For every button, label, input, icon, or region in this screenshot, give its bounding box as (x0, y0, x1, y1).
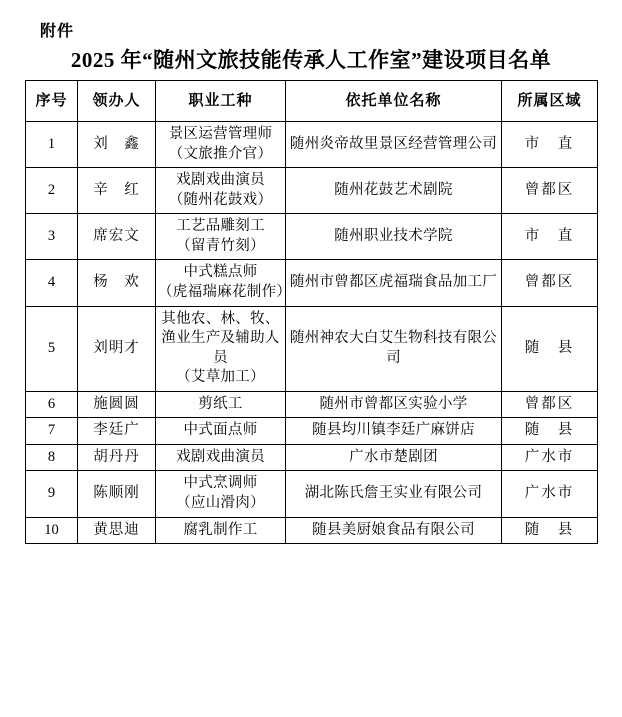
cell-region: 随 县 (502, 517, 598, 544)
occupation-line: （艾草加工） (176, 369, 265, 386)
cell-leader-name: 刘明才 (78, 306, 156, 391)
table-body (26, 122, 598, 544)
cell-occupation (156, 260, 292, 306)
cell-region: 广水市 (502, 444, 598, 471)
column-header-occupation: 职业工种 (156, 81, 286, 122)
occupation-line: 其他农、林、牧、渔业生产及辅助人员 (161, 310, 280, 366)
cell-organization: 湖北陈氏詹王实业有限公司 (286, 471, 502, 517)
table-row (26, 391, 598, 418)
cell-occupation (156, 122, 286, 168)
cell-region: 曾都区 (502, 260, 598, 306)
occupation-line: 中式烹调师 (183, 475, 258, 492)
cell-seq: 4 (26, 260, 78, 306)
cell-occupation (156, 517, 286, 544)
cell-seq: 7 (26, 418, 78, 445)
cell-seq: 5 (26, 306, 78, 391)
cell-organization: 随州花鼓艺术剧院 (286, 168, 502, 214)
cell-organization: 随州炎帝故里景区经营管理公司 (286, 122, 502, 168)
cell-seq: 1 (26, 122, 78, 168)
column-header-region: 所属区域 (502, 81, 598, 122)
table-row (26, 122, 598, 168)
cell-organization: 随县均川镇李廷广麻饼店 (286, 418, 502, 445)
cell-organization: 随州职业技术学院 (286, 214, 502, 260)
attachment-label: 附件 (40, 23, 75, 40)
table-row (26, 471, 598, 517)
cell-organization: 随州市曾都区虎福瑞食品加工厂 (286, 260, 502, 306)
cell-occupation (156, 444, 286, 471)
occupation-line: 腐乳制作工 (183, 521, 258, 538)
cell-occupation (156, 418, 286, 445)
cell-leader-name: 刘 鑫 (78, 122, 156, 168)
cell-occupation (156, 214, 286, 260)
column-header-organization: 依托单位名称 (286, 81, 502, 122)
occupation-line: （文旅推介官） (168, 145, 273, 162)
cell-region: 随 县 (502, 418, 598, 445)
page-title: 2025 年“随州文旅技能传承人工作室”建设项目名单 (70, 48, 552, 72)
cell-region: 曾都区 (502, 391, 598, 418)
occupation-line: 戏剧戏曲演员 (176, 448, 265, 465)
cell-occupation (156, 168, 286, 214)
occupation-line: 戏剧戏曲演员 (176, 172, 265, 189)
cell-leader-name: 杨 欢 (78, 260, 156, 306)
cell-seq: 10 (26, 517, 78, 544)
cell-organization: 广水市楚剧团 (286, 444, 502, 471)
occupation-line: （虎福瑞麻花制作） (158, 283, 292, 300)
cell-leader-name: 黄思迪 (78, 517, 156, 544)
occupation-line: （应山滑肉） (176, 495, 265, 511)
table-row (26, 306, 598, 391)
table-row (26, 444, 598, 471)
table-row (26, 260, 598, 306)
occupation-line: （随州花鼓戏） (168, 191, 273, 208)
project-list-table (25, 80, 598, 544)
cell-region: 广水市 (502, 471, 598, 517)
table-row (26, 168, 598, 214)
cell-leader-name: 胡丹丹 (78, 444, 156, 471)
cell-organization: 随州市曾都区实验小学 (286, 391, 502, 418)
table-header-row (26, 81, 598, 122)
cell-leader-name: 陈顺刚 (78, 471, 156, 517)
column-header-seq: 序号 (26, 81, 78, 122)
cell-organization: 随县美厨娘食品有限公司 (286, 517, 502, 544)
cell-leader-name: 辛 红 (78, 168, 156, 214)
cell-organization: 随州神农大白艾生物科技有限公司 (286, 306, 502, 391)
cell-leader-name: 施圆圆 (78, 391, 156, 418)
table-row (26, 214, 598, 260)
cell-region: 市 直 (502, 122, 598, 168)
occupation-line: （留青竹刻） (176, 237, 265, 254)
cell-region: 曾都区 (502, 168, 598, 214)
cell-occupation (156, 471, 286, 517)
cell-occupation (156, 306, 286, 391)
occupation-line: 工艺品雕刻工 (176, 218, 265, 235)
cell-occupation (156, 391, 286, 418)
cell-leader-name: 席宏文 (78, 214, 156, 260)
cell-seq: 9 (26, 471, 78, 517)
table-row (26, 517, 598, 544)
cell-seq: 6 (26, 391, 78, 418)
table-header (26, 81, 598, 122)
cell-seq: 2 (26, 168, 78, 214)
cell-seq: 3 (26, 214, 78, 260)
cell-region: 市 直 (502, 214, 598, 260)
cell-seq: 8 (26, 444, 78, 471)
cell-leader-name: 李廷广 (78, 418, 156, 445)
column-header-leader: 领办人 (78, 81, 156, 122)
cell-region: 随 县 (502, 306, 598, 391)
occupation-line: 景区运营管理师 (168, 126, 273, 142)
table-row (26, 418, 598, 445)
occupation-line: 中式糕点师 (183, 264, 258, 281)
occupation-line: 剪纸工 (198, 395, 243, 412)
occupation-line: 中式面点师 (183, 422, 258, 439)
